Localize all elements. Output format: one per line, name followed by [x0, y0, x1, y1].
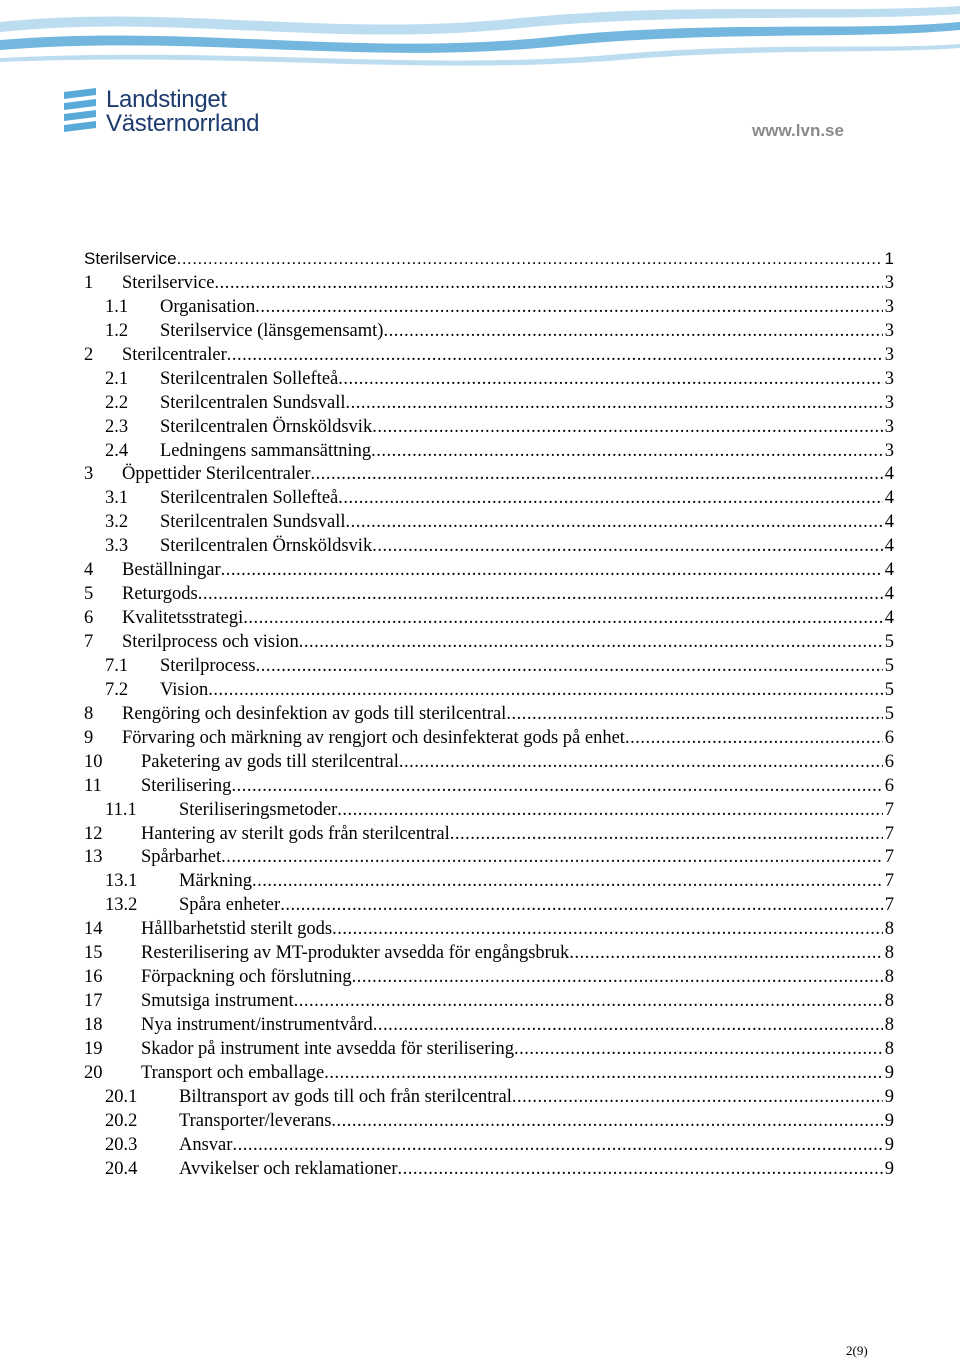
toc-dot-leader	[373, 1015, 883, 1036]
toc-entry-title: Sterilservice (länsgemensamt)	[160, 320, 384, 341]
toc-entry-title: Transport och emballage	[141, 1062, 325, 1083]
toc-entry-title: Märkning	[179, 871, 252, 892]
toc-entry-title: Sterilcentralen Örnsköldsvik	[160, 416, 373, 437]
toc-entry-page: 4	[884, 536, 894, 557]
toc-entry-number: 13.2	[105, 895, 138, 916]
toc-dot-leader	[255, 297, 883, 318]
toc-entry-title: Biltransport av gods till och från sterilcentral	[179, 1086, 512, 1107]
page-number: 2(9)	[846, 1343, 868, 1358]
toc-entry-title: Beställningar	[122, 560, 221, 581]
toc-entry-page: 4	[884, 608, 894, 629]
toc-entry-title: Ledningens sammansättning	[160, 440, 372, 461]
logo-waves-icon	[62, 86, 98, 138]
toc-dot-leader	[243, 608, 883, 629]
toc-dot-leader	[198, 584, 883, 605]
toc-entry-title: Sterilcentraler	[122, 344, 227, 365]
toc-entry-title: Sterilcentralen Sollefteå	[160, 368, 339, 389]
toc-entry-number: 9	[84, 727, 94, 748]
toc-entry[interactable]	[84, 1111, 894, 1135]
toc-entry-page: 1	[884, 249, 894, 268]
toc-entry[interactable]	[84, 608, 894, 632]
toc-dot-leader	[221, 847, 883, 868]
toc-entry-number: 3.1	[105, 488, 129, 509]
toc-entry-number: 1.1	[105, 296, 129, 317]
toc-entry-number: 15	[84, 943, 103, 964]
toc-entry[interactable]	[84, 895, 894, 919]
toc-entry-title: Nya instrument/instrumentvård	[141, 1015, 373, 1035]
toc-entry[interactable]	[84, 321, 894, 345]
toc-dot-leader	[231, 776, 882, 797]
toc-dot-leader	[337, 800, 883, 821]
toc-dot-leader	[372, 417, 883, 438]
toc-entry-page: 5	[884, 632, 894, 652]
toc-entry[interactable]	[84, 441, 894, 465]
toc-entry-number: 2.3	[105, 416, 129, 437]
toc-entry-title: Ansvar	[179, 1134, 233, 1155]
toc-dot-leader	[311, 464, 883, 485]
toc-entry-page: 3	[884, 296, 894, 317]
toc-entry-title: Skador på instrument inte avsedda för sterilisering	[141, 1038, 514, 1059]
toc-entry-page: 8	[884, 1015, 894, 1035]
toc-entry[interactable]	[84, 1135, 894, 1159]
toc-dot-leader	[399, 752, 883, 773]
toc-dot-leader	[299, 632, 883, 653]
toc-entry-page: 9	[884, 1086, 894, 1107]
toc-entry-title: Sterilcentralen Sundsvall	[160, 512, 346, 533]
toc-entry-page: 9	[884, 1158, 894, 1179]
toc-entry-title: Sterilservice	[84, 249, 177, 268]
toc-entry-page: 3	[884, 440, 894, 461]
toc-entry[interactable]	[84, 728, 894, 752]
toc-entry-number: 6	[84, 608, 94, 629]
toc-entry-page: 7	[884, 871, 894, 892]
toc-entry-title: Organisation	[160, 296, 256, 317]
toc-entry-page: 3	[884, 272, 894, 293]
toc-entry-page: 4	[884, 560, 894, 581]
toc-entry-number: 7	[84, 632, 94, 652]
toc-entry-page: 7	[884, 799, 894, 820]
toc-dot-leader	[398, 1159, 883, 1180]
toc-entry-title: Returgods	[122, 584, 198, 605]
toc-dot-leader	[208, 680, 883, 701]
toc-entry-page: 4	[884, 464, 894, 485]
toc-entry-number: 1.2	[105, 320, 129, 341]
toc-dot-leader	[514, 1039, 883, 1060]
toc-entry-page: 5	[884, 655, 894, 676]
toc-entry-page: 3	[884, 416, 894, 437]
toc-entry-number: 20.3	[105, 1134, 138, 1155]
toc-entry-title: Avvikelser och reklamationer	[179, 1158, 398, 1179]
toc-entry-page: 9	[884, 1134, 894, 1155]
toc-entry-number: 8	[84, 703, 94, 724]
toc-entry[interactable]	[84, 1015, 894, 1039]
toc-entry[interactable]	[84, 704, 894, 728]
toc-dot-leader	[371, 441, 883, 462]
toc-entry-page: 3	[884, 344, 894, 365]
toc-dot-leader	[324, 1063, 883, 1084]
logo-wordmark	[106, 88, 259, 136]
toc-dot-leader	[372, 536, 883, 557]
toc-entry-number: 3.3	[105, 536, 129, 557]
toc-entry-number: 10	[84, 751, 103, 772]
toc-entry-page: 5	[884, 679, 894, 700]
toc-dot-leader	[214, 273, 882, 294]
toc-entry-number: 14	[84, 919, 103, 940]
toc-entry[interactable]	[84, 512, 894, 536]
toc-entry[interactable]	[84, 369, 894, 393]
toc-entry[interactable]	[84, 847, 894, 871]
toc-dot-leader	[625, 728, 883, 749]
toc-dot-leader	[221, 560, 883, 581]
toc-entry-number: 13	[84, 847, 103, 868]
toc-entry-title: Spårbarhet	[141, 847, 222, 868]
toc-entry-title: Sterilcentralen Örnsköldsvik	[160, 536, 373, 557]
toc-entry[interactable]	[84, 560, 894, 584]
toc-entry[interactable]	[84, 943, 894, 967]
toc-entry-page: 3	[884, 368, 894, 389]
toc-entry[interactable]	[84, 824, 894, 848]
toc-entry[interactable]	[84, 584, 894, 608]
toc-dot-leader	[345, 393, 882, 414]
toc-entry-number: 19	[84, 1038, 103, 1059]
toc-entry[interactable]	[84, 871, 894, 895]
toc-entry-title: Sterilcentralen Sundsvall	[160, 392, 346, 413]
toc-entry-title: Sterilprocess och vision	[122, 632, 299, 652]
toc-entry[interactable]	[84, 919, 894, 943]
toc-entry-page: 9	[884, 1062, 894, 1083]
toc-dot-leader	[232, 1135, 882, 1156]
toc-dot-leader	[332, 919, 883, 940]
toc-entry-title: Sterilcentralen Sollefteå	[160, 488, 339, 509]
toc-dot-leader	[256, 656, 883, 677]
toc-entry-title: Sterilprocess	[160, 655, 256, 676]
toc-entry-number: 11	[84, 775, 102, 796]
toc-dot-leader	[569, 943, 882, 964]
toc-entry[interactable]	[84, 345, 894, 369]
toc-entry-page: 4	[884, 584, 894, 605]
toc-entry-page: 8	[884, 1038, 894, 1059]
toc-entry[interactable]	[84, 464, 894, 488]
toc-entry-title: Steriliseringsmetoder	[179, 799, 338, 820]
toc-entry-number: 5	[84, 584, 94, 605]
toc-entry-number: 1	[84, 272, 94, 293]
toc-entry-title: Spåra enheter	[179, 895, 281, 916]
logo-line-1: Landstinget	[106, 86, 227, 113]
toc-entry-page: 8	[884, 943, 894, 964]
toc-entry-number: 2.4	[105, 440, 129, 461]
toc-entry-number: 11.1	[105, 799, 137, 820]
toc-entry-title: Förpackning och förslutning	[141, 967, 352, 988]
toc-entry[interactable]	[84, 1039, 894, 1063]
toc-dot-leader	[338, 369, 883, 390]
toc-entry-number: 17	[84, 991, 103, 1012]
toc-entry-title: Smutsiga instrument	[141, 991, 294, 1012]
toc-entry-title: Sterilisering	[141, 775, 232, 796]
toc-dot-leader	[352, 967, 883, 988]
toc-entry-number: 20.1	[105, 1086, 138, 1107]
toc-entry-title: Paketering av gods till sterilcentral	[141, 751, 399, 772]
toc-entry-page: 7	[884, 895, 894, 916]
toc-entry-title: Transporter/leverans	[179, 1110, 332, 1131]
toc-entry-title: Vision	[160, 679, 209, 700]
toc-entry-number: 16	[84, 967, 103, 988]
toc-entry[interactable]	[84, 536, 894, 560]
toc-entry-number: 7.1	[105, 655, 129, 676]
toc-entry-number: 13.1	[105, 871, 138, 892]
organization-logo	[62, 86, 259, 138]
toc-entry[interactable]	[84, 273, 894, 297]
toc-entry-page: 8	[884, 919, 894, 940]
toc-entry[interactable]	[84, 991, 894, 1015]
toc-dot-leader	[331, 1111, 882, 1132]
toc-entry-title: Förvaring och märkning av rengjort och desinfekterat gods på enhet	[122, 727, 625, 748]
toc-entry[interactable]	[84, 800, 894, 824]
toc-dot-leader	[177, 249, 883, 269]
toc-entry[interactable]	[84, 632, 894, 656]
toc-entry-page: 8	[884, 991, 894, 1012]
toc-entry[interactable]	[84, 417, 894, 441]
toc-dot-leader	[294, 991, 883, 1012]
toc-entry-page: 6	[884, 751, 894, 772]
toc-entry-page: 6	[884, 727, 894, 748]
toc-entry-title: Resterilisering av MT-produkter avsedda för engångsbruk	[141, 943, 570, 964]
toc-dot-leader	[506, 704, 882, 725]
toc-entry-page: 4	[884, 512, 894, 533]
toc-entry[interactable]	[84, 752, 894, 776]
toc-dot-leader	[338, 488, 883, 509]
toc-entry-number: 20.4	[105, 1158, 138, 1179]
toc-entry-title: Sterilservice	[122, 272, 215, 293]
toc-entry-page: 8	[884, 967, 894, 988]
toc-dot-leader	[512, 1087, 883, 1108]
toc-entry[interactable]	[84, 967, 894, 991]
toc-entry-page: 4	[884, 488, 894, 509]
toc-entry-title: Kvalitetsstrategi	[122, 608, 244, 629]
toc-entry-page: 5	[884, 703, 894, 724]
logo-line-2: Västernorrland	[106, 110, 260, 137]
toc-dot-leader	[383, 321, 882, 342]
toc-entry-number: 20	[84, 1062, 103, 1083]
toc-dot-leader	[252, 871, 883, 892]
toc-entry[interactable]	[84, 656, 894, 680]
toc-entry[interactable]	[84, 249, 894, 273]
toc-dot-leader	[345, 512, 882, 533]
toc-entry-title: Öppettider Sterilcentraler	[122, 464, 311, 485]
toc-entry-number: 12	[84, 823, 103, 844]
toc-entry-number: 3.2	[105, 512, 129, 533]
toc-entry[interactable]	[84, 680, 894, 704]
toc-entry[interactable]	[84, 1087, 894, 1111]
toc-entry-number: 2.1	[105, 368, 129, 389]
toc-entry-number: 7.2	[105, 679, 129, 700]
toc-entry-number: 2.2	[105, 392, 129, 413]
toc-entry-page: 3	[884, 320, 894, 341]
toc-entry[interactable]	[84, 297, 894, 321]
toc-entry[interactable]	[84, 393, 894, 417]
toc-entry[interactable]	[84, 488, 894, 512]
header-wave-decoration	[0, 0, 960, 80]
toc-entry-page: 6	[884, 775, 894, 796]
toc-entry-page: 9	[884, 1110, 894, 1131]
toc-entry-page: 7	[884, 847, 894, 868]
table-of-contents	[84, 249, 894, 1183]
website-address: www.lvn.se	[752, 121, 844, 140]
toc-entry[interactable]	[84, 1159, 894, 1183]
toc-dot-leader	[280, 895, 883, 916]
toc-dot-leader	[227, 345, 883, 366]
toc-entry-page: 7	[884, 823, 894, 844]
toc-entry-title: Rengöring och desinfektion av gods till sterilcentral	[122, 703, 507, 724]
toc-entry-number: 18	[84, 1015, 103, 1035]
toc-entry-number: 4	[84, 560, 94, 581]
toc-entry[interactable]	[84, 776, 894, 800]
toc-entry-number: 20.2	[105, 1110, 138, 1131]
toc-dot-leader	[450, 824, 883, 845]
toc-entry-title: Hållbarhetstid sterilt gods	[141, 919, 333, 940]
toc-entry-number: 2	[84, 344, 94, 365]
toc-entry-number: 3	[84, 464, 94, 485]
toc-entry[interactable]	[84, 1063, 894, 1087]
toc-entry-page: 3	[884, 392, 894, 413]
toc-entry-title: Hantering av sterilt gods från sterilcentral	[141, 823, 450, 844]
